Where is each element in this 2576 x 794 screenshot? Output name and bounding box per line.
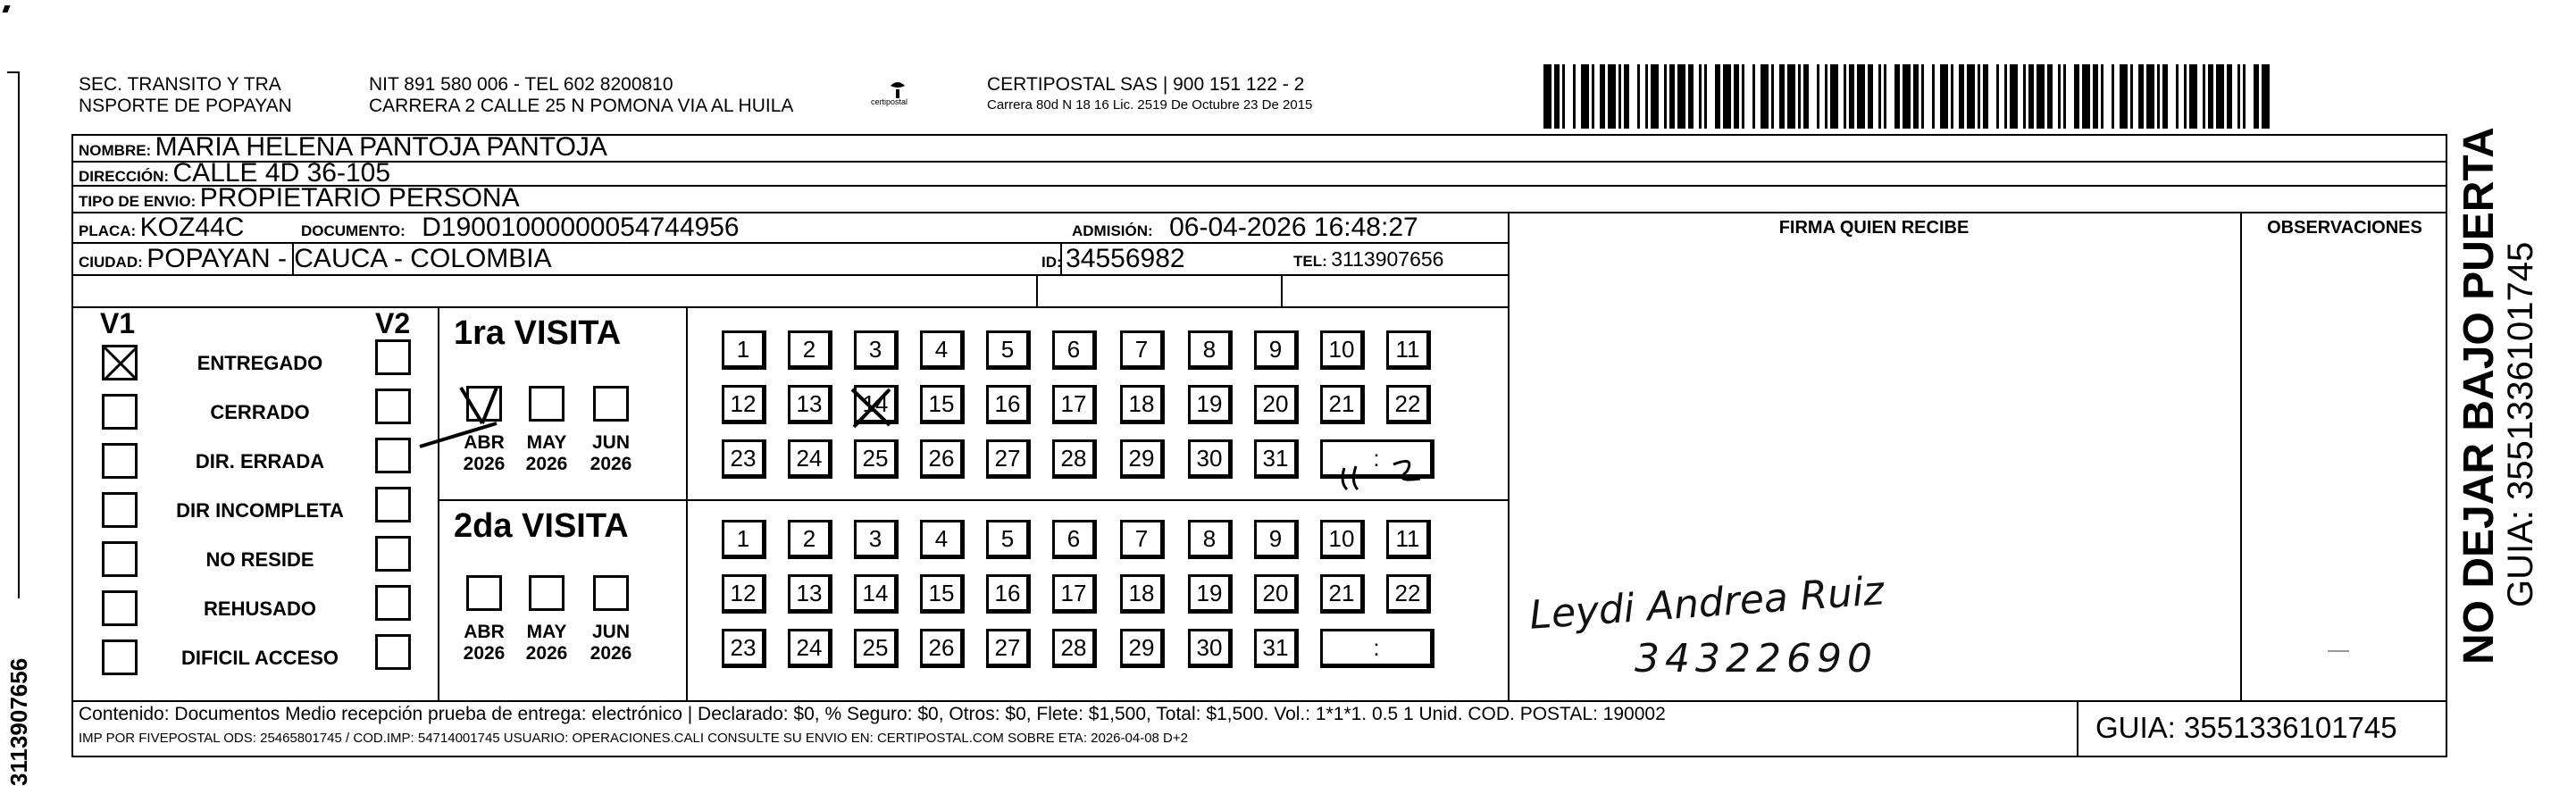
barcode-bar	[1844, 64, 1846, 129]
barcode-bar	[1903, 64, 1911, 129]
day-box: 21	[1320, 574, 1365, 614]
barcode-bar	[1554, 64, 1560, 129]
barcode-bar	[2162, 64, 2168, 129]
day-box: 5	[986, 520, 1031, 559]
barcode-bar	[1699, 64, 1702, 129]
day-box: 27	[986, 629, 1031, 668]
day-box: 7	[1120, 520, 1165, 559]
day-box: 15	[920, 385, 965, 424]
firma-label: FIRMA QUIEN RECIBE	[1778, 218, 1970, 238]
barcode-bar	[1771, 64, 1774, 129]
day-box: 12	[722, 574, 766, 614]
day-box: 28	[1052, 629, 1097, 668]
day-box: 16	[986, 574, 1031, 614]
day-box: 22	[1386, 385, 1431, 424]
address-line: CARRERA 2 CALLE 25 N POMONA VIA AL HUILA	[369, 96, 794, 116]
day-box: 3	[854, 330, 899, 370]
barcode-bar	[2262, 64, 2270, 129]
day-box: 12	[722, 385, 766, 424]
day-box: 24	[788, 439, 832, 479]
day-box: 4	[920, 330, 965, 370]
barcode-bar	[1723, 64, 1731, 129]
month-label: MAY	[526, 622, 567, 642]
day-box: 15	[920, 574, 965, 614]
barcode-bar	[1618, 64, 1621, 129]
barcode-bar	[1878, 64, 1881, 129]
footer-guia: GUIA: 3551336101745	[2095, 711, 2397, 744]
signature-id: 34322690	[1635, 636, 1878, 681]
month-year: 2026	[525, 643, 568, 664]
barcode-bar	[2082, 64, 2090, 129]
sender-name-line2: NSPORTE DE POPAYAN	[79, 96, 292, 116]
barcode-bar	[2216, 64, 2224, 129]
barcode-bar	[2063, 64, 2066, 129]
footer-line1: Contenido: Documentos Medio recepción prueba de entrega: electrónico | Declarado: $0, % Seguro: $0, Otros: $0, Flete: $1,500, Total: $1,500. Vol.: 1*1*1. 0.5 1 Unid. COD. POSTAL: 190002	[79, 704, 1666, 724]
barcode-bar	[1817, 64, 1819, 129]
first-visit-title: 1ra VISITA	[454, 314, 622, 352]
day-box: 18	[1120, 385, 1165, 424]
barcode-bar	[1996, 64, 1999, 129]
placa-label: PLACA:	[79, 222, 137, 239]
barcode-bar	[1562, 64, 1565, 129]
day-box: 7	[1120, 330, 1165, 370]
day-box: 23	[722, 439, 766, 479]
day-box: 30	[1188, 439, 1233, 479]
status-label: CERRADO	[210, 401, 310, 423]
no-dejar-bajo-puerta: NO DEJAR BAJO PUERTA	[2455, 127, 2503, 664]
barcode-bar	[1787, 64, 1795, 129]
vline-obs-left	[2240, 212, 2242, 700]
barcode-bar	[1688, 64, 1694, 129]
tipo-envio-label: TIPO DE ENVIO:	[79, 193, 197, 210]
barcode-bar	[1857, 64, 1865, 129]
carrier-license: Carrera 80d N 18 16 Lic. 2519 De Octubre 23 De 2015	[987, 97, 1313, 113]
day-box: 23	[722, 629, 766, 668]
barcode-bar	[1573, 64, 1576, 129]
day-box: 26	[920, 439, 965, 479]
month-label: ABR	[464, 432, 505, 453]
month-year: 2026	[463, 643, 506, 664]
day-box: 9	[1254, 520, 1299, 559]
v2-label: V2	[375, 307, 411, 339]
barcode-bar	[1651, 64, 1659, 129]
day-box: 6	[1052, 520, 1097, 559]
barcode-bar	[1830, 64, 1838, 129]
barcode-bar	[2074, 64, 2079, 129]
day-box: 19	[1188, 385, 1233, 424]
footer-line2: IMP POR FIVEPOSTAL ODS: 25465801745 / COD.IMP: 54714001745 USUARIO: OPERACIONES.CALI CONSULTE SU ENVIO EN: CERTIPOSTAL.COM SOBRE ETA: 2026-04-08 D+2	[79, 731, 1188, 746]
nombre-value: MARIA HELENA PANTOJA PANTOJA	[155, 132, 607, 162]
status-label: NO RESIDE	[205, 548, 314, 571]
v1-label: V1	[100, 307, 136, 339]
day-box: 14	[854, 574, 899, 614]
barcode-bar	[1868, 64, 1873, 129]
barcode-bar	[2112, 64, 2114, 129]
month-year: 2026	[525, 454, 568, 474]
barcode-bar	[2146, 64, 2154, 129]
barcode-bar	[2023, 64, 2026, 129]
status-label: DIFICIL ACCESO	[180, 647, 339, 669]
barcode-bar	[2189, 64, 2197, 129]
day-box: 3	[854, 520, 899, 559]
barcode-bar	[1600, 64, 1605, 129]
tipo-envio-value: PROPIETARIO PERSONA	[199, 183, 520, 213]
barcode-bar	[2093, 64, 2098, 129]
barcode-bar	[1704, 64, 1707, 129]
month-year: 2026	[463, 454, 506, 474]
barcode-bar	[1645, 64, 1648, 129]
barcode-bar	[1798, 64, 1801, 129]
barcode-bar	[1715, 64, 1720, 129]
documento-label: DOCUMENTO:	[301, 222, 406, 239]
barcode-bar	[1752, 64, 1755, 129]
admision-value: 06-04-2026 16:48:27	[1169, 213, 1418, 242]
barcode-bar	[1734, 64, 1739, 129]
day-box: 24	[788, 629, 832, 668]
barcode-bar	[1637, 64, 1640, 129]
barcode-bar	[2004, 64, 2007, 129]
barcode-bar	[1581, 64, 1589, 129]
ciudad-value: POPAYAN - CAUCA - COLOMBIA	[146, 244, 552, 273]
day-box: 14	[854, 385, 899, 424]
barcode-bar	[1894, 64, 1900, 129]
day-box: 25	[854, 439, 899, 479]
day-box: 1	[722, 520, 766, 559]
day-box: 11	[1386, 330, 1431, 370]
second-visit-title: 2da VISITA	[454, 507, 629, 545]
carrier-name: CERTIPOSTAL SAS | 900 151 122 - 2	[987, 74, 1305, 95]
barcode-bar	[1967, 64, 1975, 129]
id-value: 34556982	[1066, 244, 1185, 273]
day-box: 31	[1254, 439, 1299, 479]
observaciones-label: OBSERVACIONES	[2267, 218, 2422, 238]
barcode-bar	[1884, 64, 1886, 129]
logo-caption: certipostal	[871, 97, 908, 106]
day-box: 30	[1188, 629, 1233, 668]
barcode	[1543, 64, 2271, 129]
month-label: ABR	[464, 622, 505, 642]
barcode-bar	[1913, 64, 1919, 129]
day-box: 27	[986, 439, 1031, 479]
day-box: 31	[1254, 629, 1299, 668]
barcode-bar	[1624, 64, 1629, 129]
barcode-bar	[1543, 64, 1551, 129]
time-box: :	[1320, 629, 1434, 668]
barcode-bar	[1803, 64, 1809, 129]
admision-label: ADMISIÓN:	[1072, 222, 1153, 239]
day-box: 26	[920, 629, 965, 668]
day-box: 22	[1386, 574, 1431, 614]
month-year: 2026	[590, 454, 632, 474]
nit-line: NIT 891 580 006 - TEL 602 8200810	[369, 74, 673, 95]
month-label: JUN	[591, 432, 630, 453]
barcode-bar	[2101, 64, 2103, 129]
barcode-graphic	[1543, 64, 2271, 129]
day-box: 8	[1188, 520, 1233, 559]
barcode-bar	[2203, 64, 2205, 129]
day-box: 28	[1052, 439, 1097, 479]
barcode-bar	[2047, 64, 2053, 129]
barcode-bar	[1825, 64, 1827, 129]
barcode-bar	[1779, 64, 1785, 129]
barcode-bar	[2037, 64, 2045, 129]
barcode-bar	[2138, 64, 2144, 129]
status-label: DIR. ERRADA	[195, 450, 325, 472]
barcode-bar	[2208, 64, 2213, 129]
barcode-bar	[2157, 64, 2160, 129]
barcode-bar	[2130, 64, 2133, 129]
direccion-label: DIRECCIÓN:	[79, 168, 170, 185]
barcode-bar	[2237, 64, 2240, 129]
barcode-bar	[2028, 64, 2034, 129]
day-box: 6	[1052, 330, 1097, 370]
documento-value: D19001000000054744956	[422, 213, 740, 242]
day-box: 11	[1386, 520, 1431, 559]
day-box: 2	[788, 330, 832, 370]
month-label: JUN	[591, 622, 630, 642]
day-box: 17	[1052, 385, 1097, 424]
barcode-bar	[1592, 64, 1594, 129]
barcode-bar	[1932, 64, 1935, 129]
ciudad-label: CIUDAD:	[79, 254, 143, 271]
day-box: 19	[1188, 574, 1233, 614]
barcode-bar	[1940, 64, 1948, 129]
time-scribble	[1342, 461, 1420, 489]
vline-footer-guia	[2077, 700, 2078, 757]
barcode-bar	[2120, 64, 2128, 129]
barcode-bar	[2058, 64, 2061, 129]
day-box: 4	[920, 520, 965, 559]
barcode-bar	[2254, 64, 2259, 129]
day-box: 21	[1320, 385, 1365, 424]
nombre-label: NOMBRE:	[79, 142, 152, 159]
barcode-bar	[2243, 64, 2246, 129]
day-box: 13	[788, 385, 832, 424]
day-box: 13	[788, 574, 832, 614]
day14-x-mark	[852, 389, 890, 427]
barcode-bar	[1761, 64, 1769, 129]
barcode-bar	[1978, 64, 1980, 129]
barcode-bar	[1951, 64, 1953, 129]
barcode-bar	[2227, 64, 2232, 129]
barcode-bar	[1849, 64, 1854, 129]
day-box: 29	[1120, 629, 1165, 668]
time-box: :	[1320, 439, 1434, 479]
entregado-x-mark	[105, 347, 137, 380]
day-box: 9	[1254, 330, 1299, 370]
barcode-bar	[2184, 64, 2187, 129]
day-box: 20	[1254, 574, 1299, 614]
barcode-bar	[1742, 64, 1744, 129]
day-box: 10	[1320, 330, 1365, 370]
day-box: 29	[1120, 439, 1165, 479]
month-label: MAY	[526, 432, 567, 453]
day-box: 17	[1052, 574, 1097, 614]
signature-name: Leydi Andrea Ruiz	[1527, 568, 1886, 639]
status-label: DIR INCOMPLETA	[176, 499, 344, 522]
left-phone: 3113907656	[5, 657, 32, 786]
day-box: 2	[788, 520, 832, 559]
day-box: 8	[1188, 330, 1233, 370]
barcode-bar	[1983, 64, 1988, 129]
day-box: 1	[722, 330, 766, 370]
day-box: 16	[986, 385, 1031, 424]
day-box: 20	[1254, 385, 1299, 424]
tel-value: 3113907656	[1331, 247, 1444, 271]
barcode-bar	[1677, 64, 1685, 129]
side-guia: GUIA: 3551336101745	[2501, 241, 2540, 607]
day-box: 25	[854, 629, 899, 668]
status-label: ENTREGADO	[197, 352, 323, 374]
day-box: 18	[1120, 574, 1165, 614]
status-label: REHUSADO	[204, 598, 316, 620]
observaciones-mark	[2328, 650, 2349, 652]
barcode-bar	[1608, 64, 1616, 129]
barcode-bar	[1664, 64, 1667, 129]
day-box: 10	[1320, 520, 1365, 559]
day-box: 5	[986, 330, 1031, 370]
month-year: 2026	[590, 643, 632, 664]
barcode-bar	[2010, 64, 2018, 129]
abr-check-mark	[420, 388, 497, 447]
placa-value: KOZ44C	[139, 213, 245, 242]
barcode-bar	[1921, 64, 1924, 129]
sender-name-line1: SEC. TRANSITO Y TRA	[79, 74, 281, 95]
direccion-value: CALLE 4D 36-105	[172, 158, 391, 188]
barcode-bar	[2176, 64, 2179, 129]
barcode-bar	[1669, 64, 1675, 129]
tel-label: TEL:	[1293, 253, 1327, 270]
barcode-bar	[1959, 64, 1964, 129]
id-label: ID:	[1041, 254, 1062, 271]
